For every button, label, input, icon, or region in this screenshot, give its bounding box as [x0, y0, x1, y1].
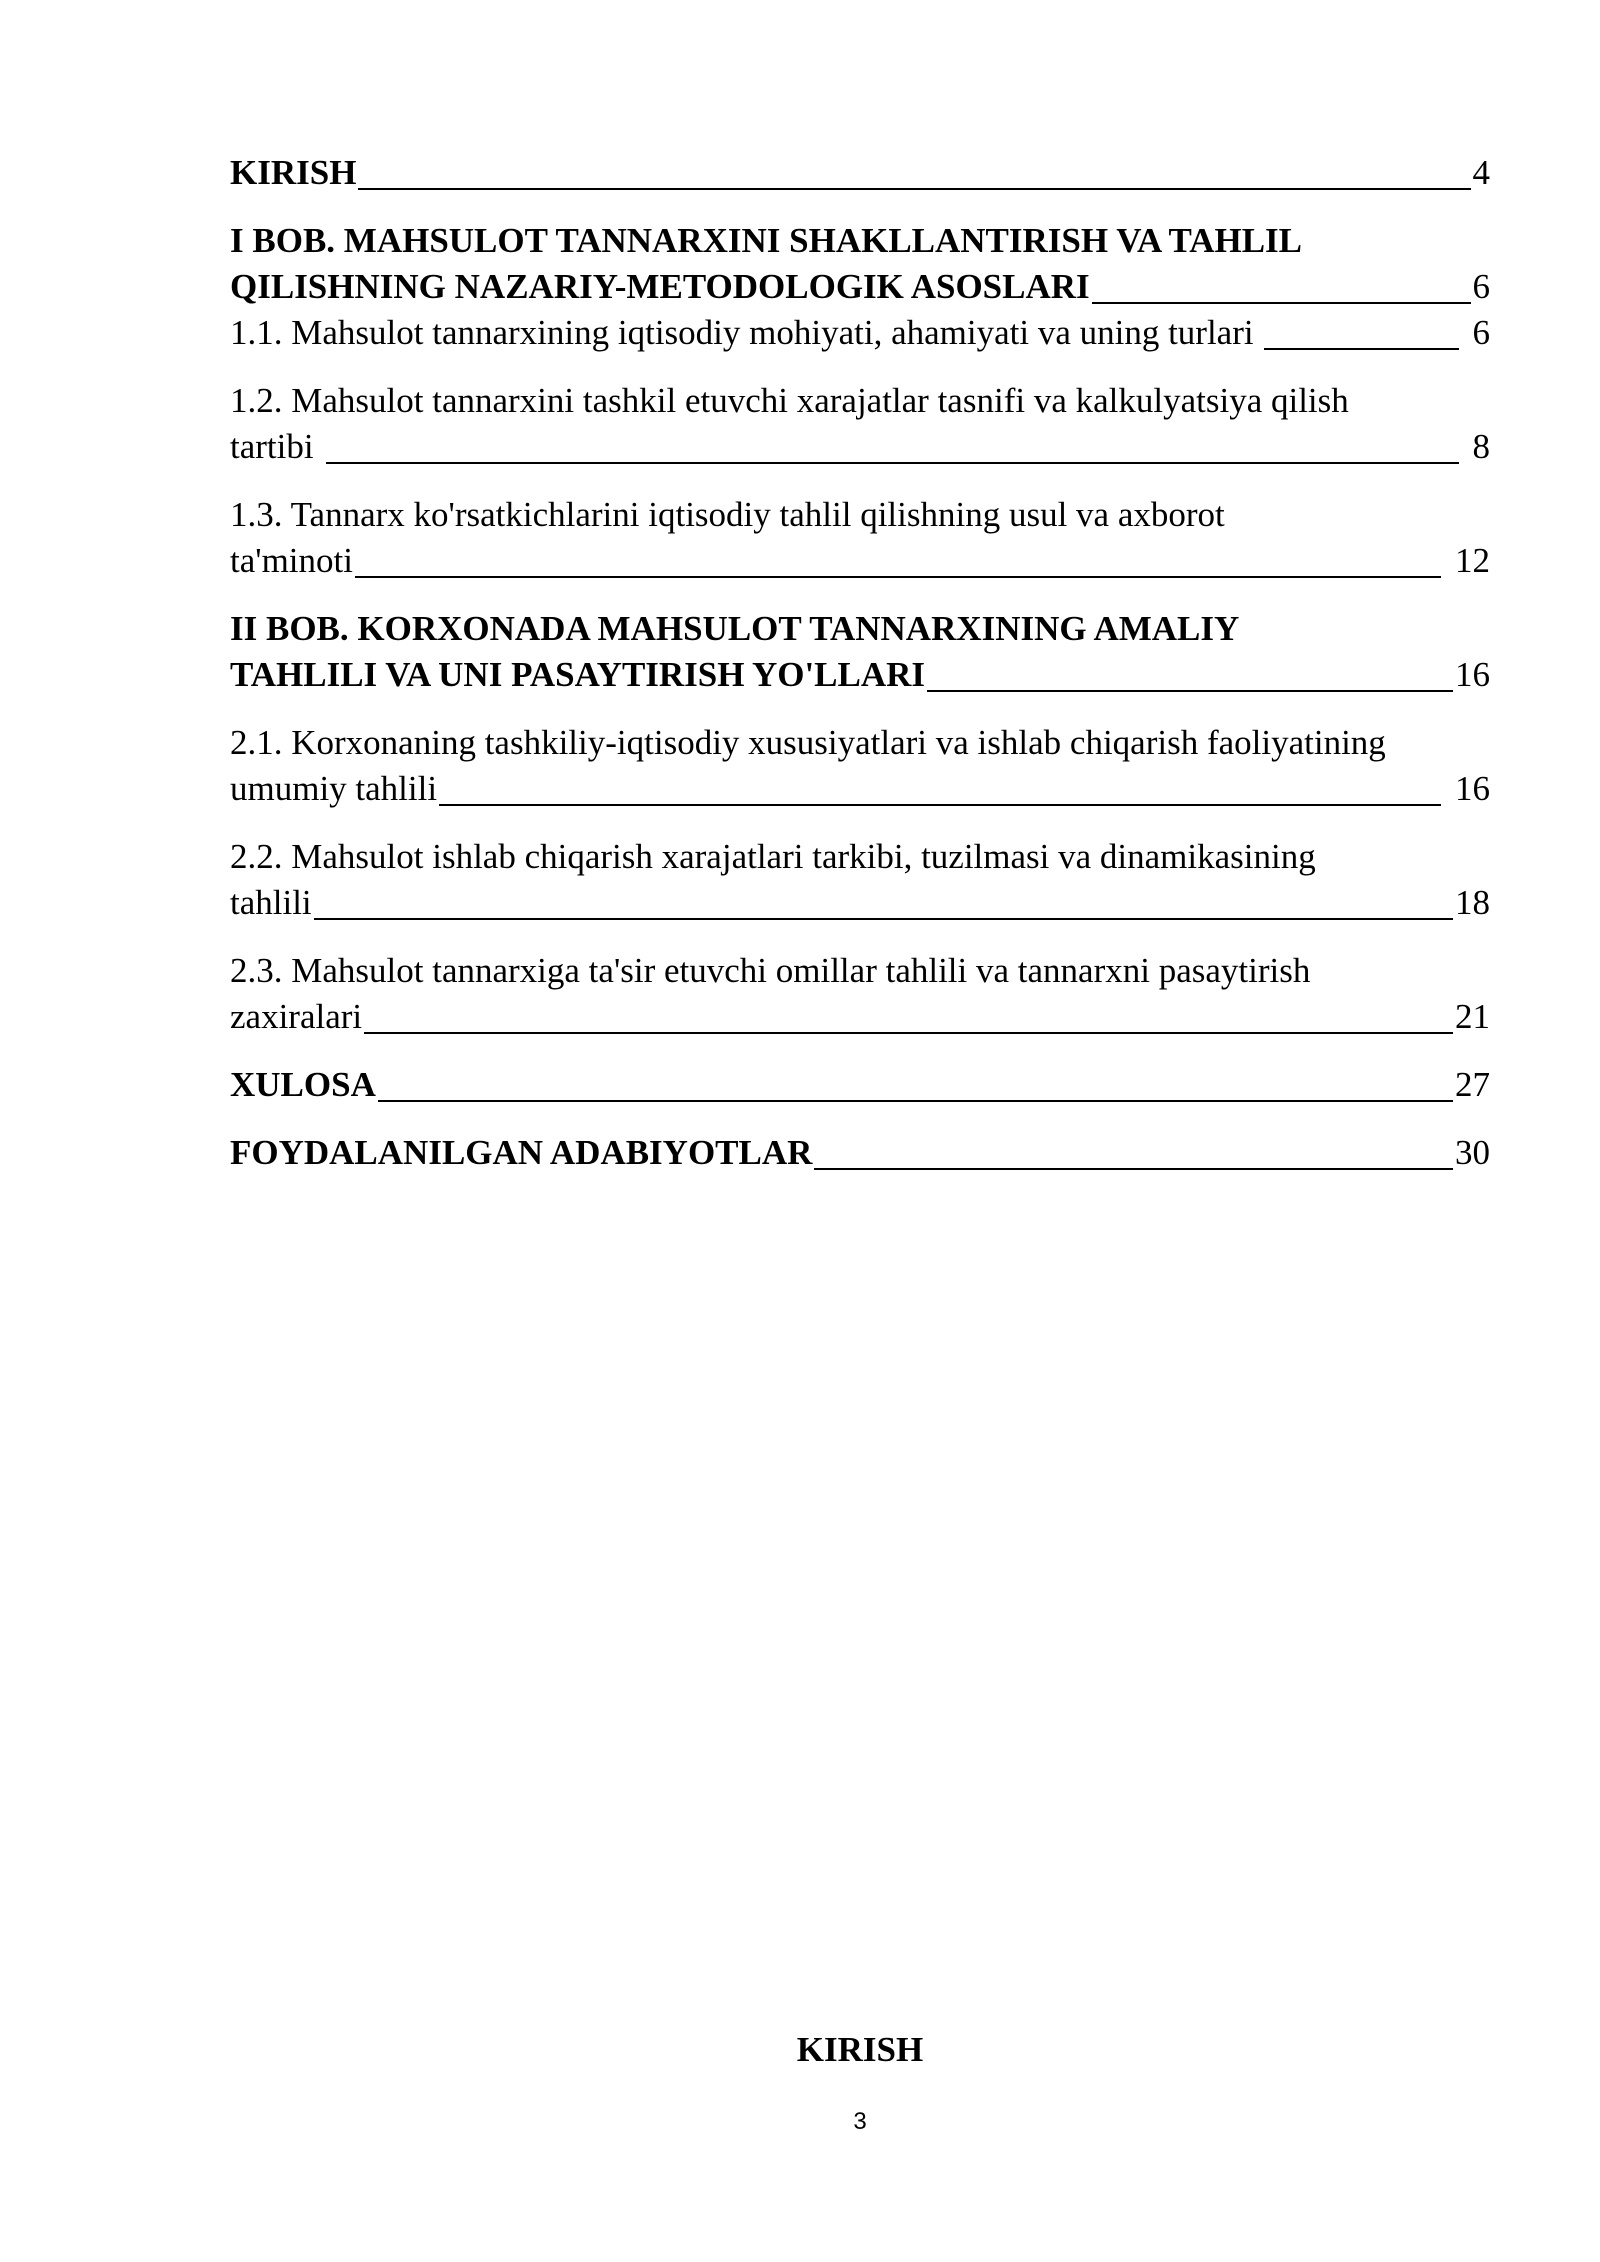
- toc-entry-text: 2.2. Mahsulot ishlab chiqarish xarajatlari tarkibi, tuzilmasi va dinamikasining: [230, 837, 1316, 876]
- toc-entry-text: I BOB. MAHSULOT TANNARXINI SHAKLLANTIRISH VA TAHLIL: [230, 221, 1303, 260]
- toc-entry-text: zaxiralari: [230, 997, 363, 1036]
- table-of-contents: [230, 150, 1490, 1176]
- toc-page-number: 4: [1472, 153, 1490, 192]
- toc-page-number: 6: [1472, 313, 1490, 352]
- toc-entry-text: II BOB. KORXONADA MAHSULOT TANNARXINING AMALIY: [230, 609, 1240, 648]
- toc-entry-text: FOYDALANILGAN ADABIYOTLAR: [230, 1133, 813, 1172]
- toc-page-number: 8: [1472, 427, 1490, 466]
- toc-page-number: 27: [1455, 1065, 1490, 1104]
- toc-entry-text: QILISHNING NAZARIY-METODOLOGIK ASOSLARI: [230, 267, 1090, 306]
- leader-line: [439, 804, 1441, 806]
- toc-entry-text: tartibi: [230, 427, 314, 466]
- leader-line: [326, 462, 1459, 464]
- toc-entry-text: 1.2. Mahsulot tannarxini tashkil etuvchi xarajatlar tasnifi va kalkulyatsiya qilish: [230, 381, 1349, 420]
- toc-entry-bob1[interactable]: [230, 218, 1490, 310]
- leader-line: [1264, 348, 1459, 350]
- toc-entry-text: 2.1. Korxonaning tashkiliy-iqtisodiy xususiyatlari va ishlab chiqarish faoliyatining: [230, 723, 1386, 762]
- toc-entry-text: tahlili: [230, 883, 312, 922]
- toc-entry-text: umumiy tahlili: [230, 769, 438, 808]
- leader-line: [364, 1032, 1453, 1034]
- toc-page-number: 30: [1455, 1133, 1490, 1172]
- toc-entry-text: 2.3. Mahsulot tannarxiga ta'sir etuvchi omillar tahlili va tannarxni pasaytirish: [230, 951, 1311, 990]
- leader-line: [927, 690, 1453, 692]
- toc-entry-xulosa[interactable]: [230, 1062, 1490, 1108]
- toc-page-number: 16: [1455, 769, 1490, 808]
- toc-entry-text: ta'minoti: [230, 541, 353, 580]
- toc-entry-2-3[interactable]: [230, 948, 1490, 1040]
- toc-entry-1-2[interactable]: [230, 378, 1490, 470]
- toc-entry-2-1[interactable]: [230, 720, 1490, 812]
- leader-line: [378, 1100, 1453, 1102]
- toc-page-number: 12: [1455, 541, 1490, 580]
- toc-entry-text: 1.3. Tannarx ko'rsatkichlarini iqtisodiy tahlil qilishning usul va axborot: [230, 495, 1225, 534]
- toc-page-number: 16: [1455, 655, 1490, 694]
- toc-entry-2-2[interactable]: [230, 834, 1490, 926]
- toc-entry-bob2[interactable]: [230, 606, 1490, 698]
- toc-entry-1-1[interactable]: [230, 310, 1490, 356]
- leader-line: [814, 1168, 1453, 1170]
- section-heading-kirish: KIRISH: [796, 2030, 924, 2069]
- leader-line: [358, 188, 1470, 190]
- toc-page-number: 21: [1455, 997, 1490, 1036]
- toc-entry-text: XULOSA: [230, 1065, 376, 1104]
- leader-line: [1092, 302, 1471, 304]
- toc-page-number: 18: [1455, 883, 1490, 922]
- leader-line: [314, 918, 1453, 920]
- toc-entry-kirish[interactable]: [230, 150, 1490, 196]
- toc-entry-adabiyotlar[interactable]: [230, 1130, 1490, 1176]
- toc-entry-text: KIRISH: [230, 153, 357, 192]
- toc-entry-text: TAHLILI VA UNI PASAYTIRISH YO'LLARI: [230, 655, 926, 694]
- toc-entry-1-3[interactable]: [230, 492, 1490, 584]
- leader-line: [355, 576, 1441, 578]
- page-number: 3: [853, 2108, 867, 2135]
- toc-page-number: 6: [1472, 267, 1490, 306]
- toc-entry-text: 1.1. Mahsulot tannarxining iqtisodiy mohiyati, ahamiyati va uning turlari: [230, 313, 1254, 352]
